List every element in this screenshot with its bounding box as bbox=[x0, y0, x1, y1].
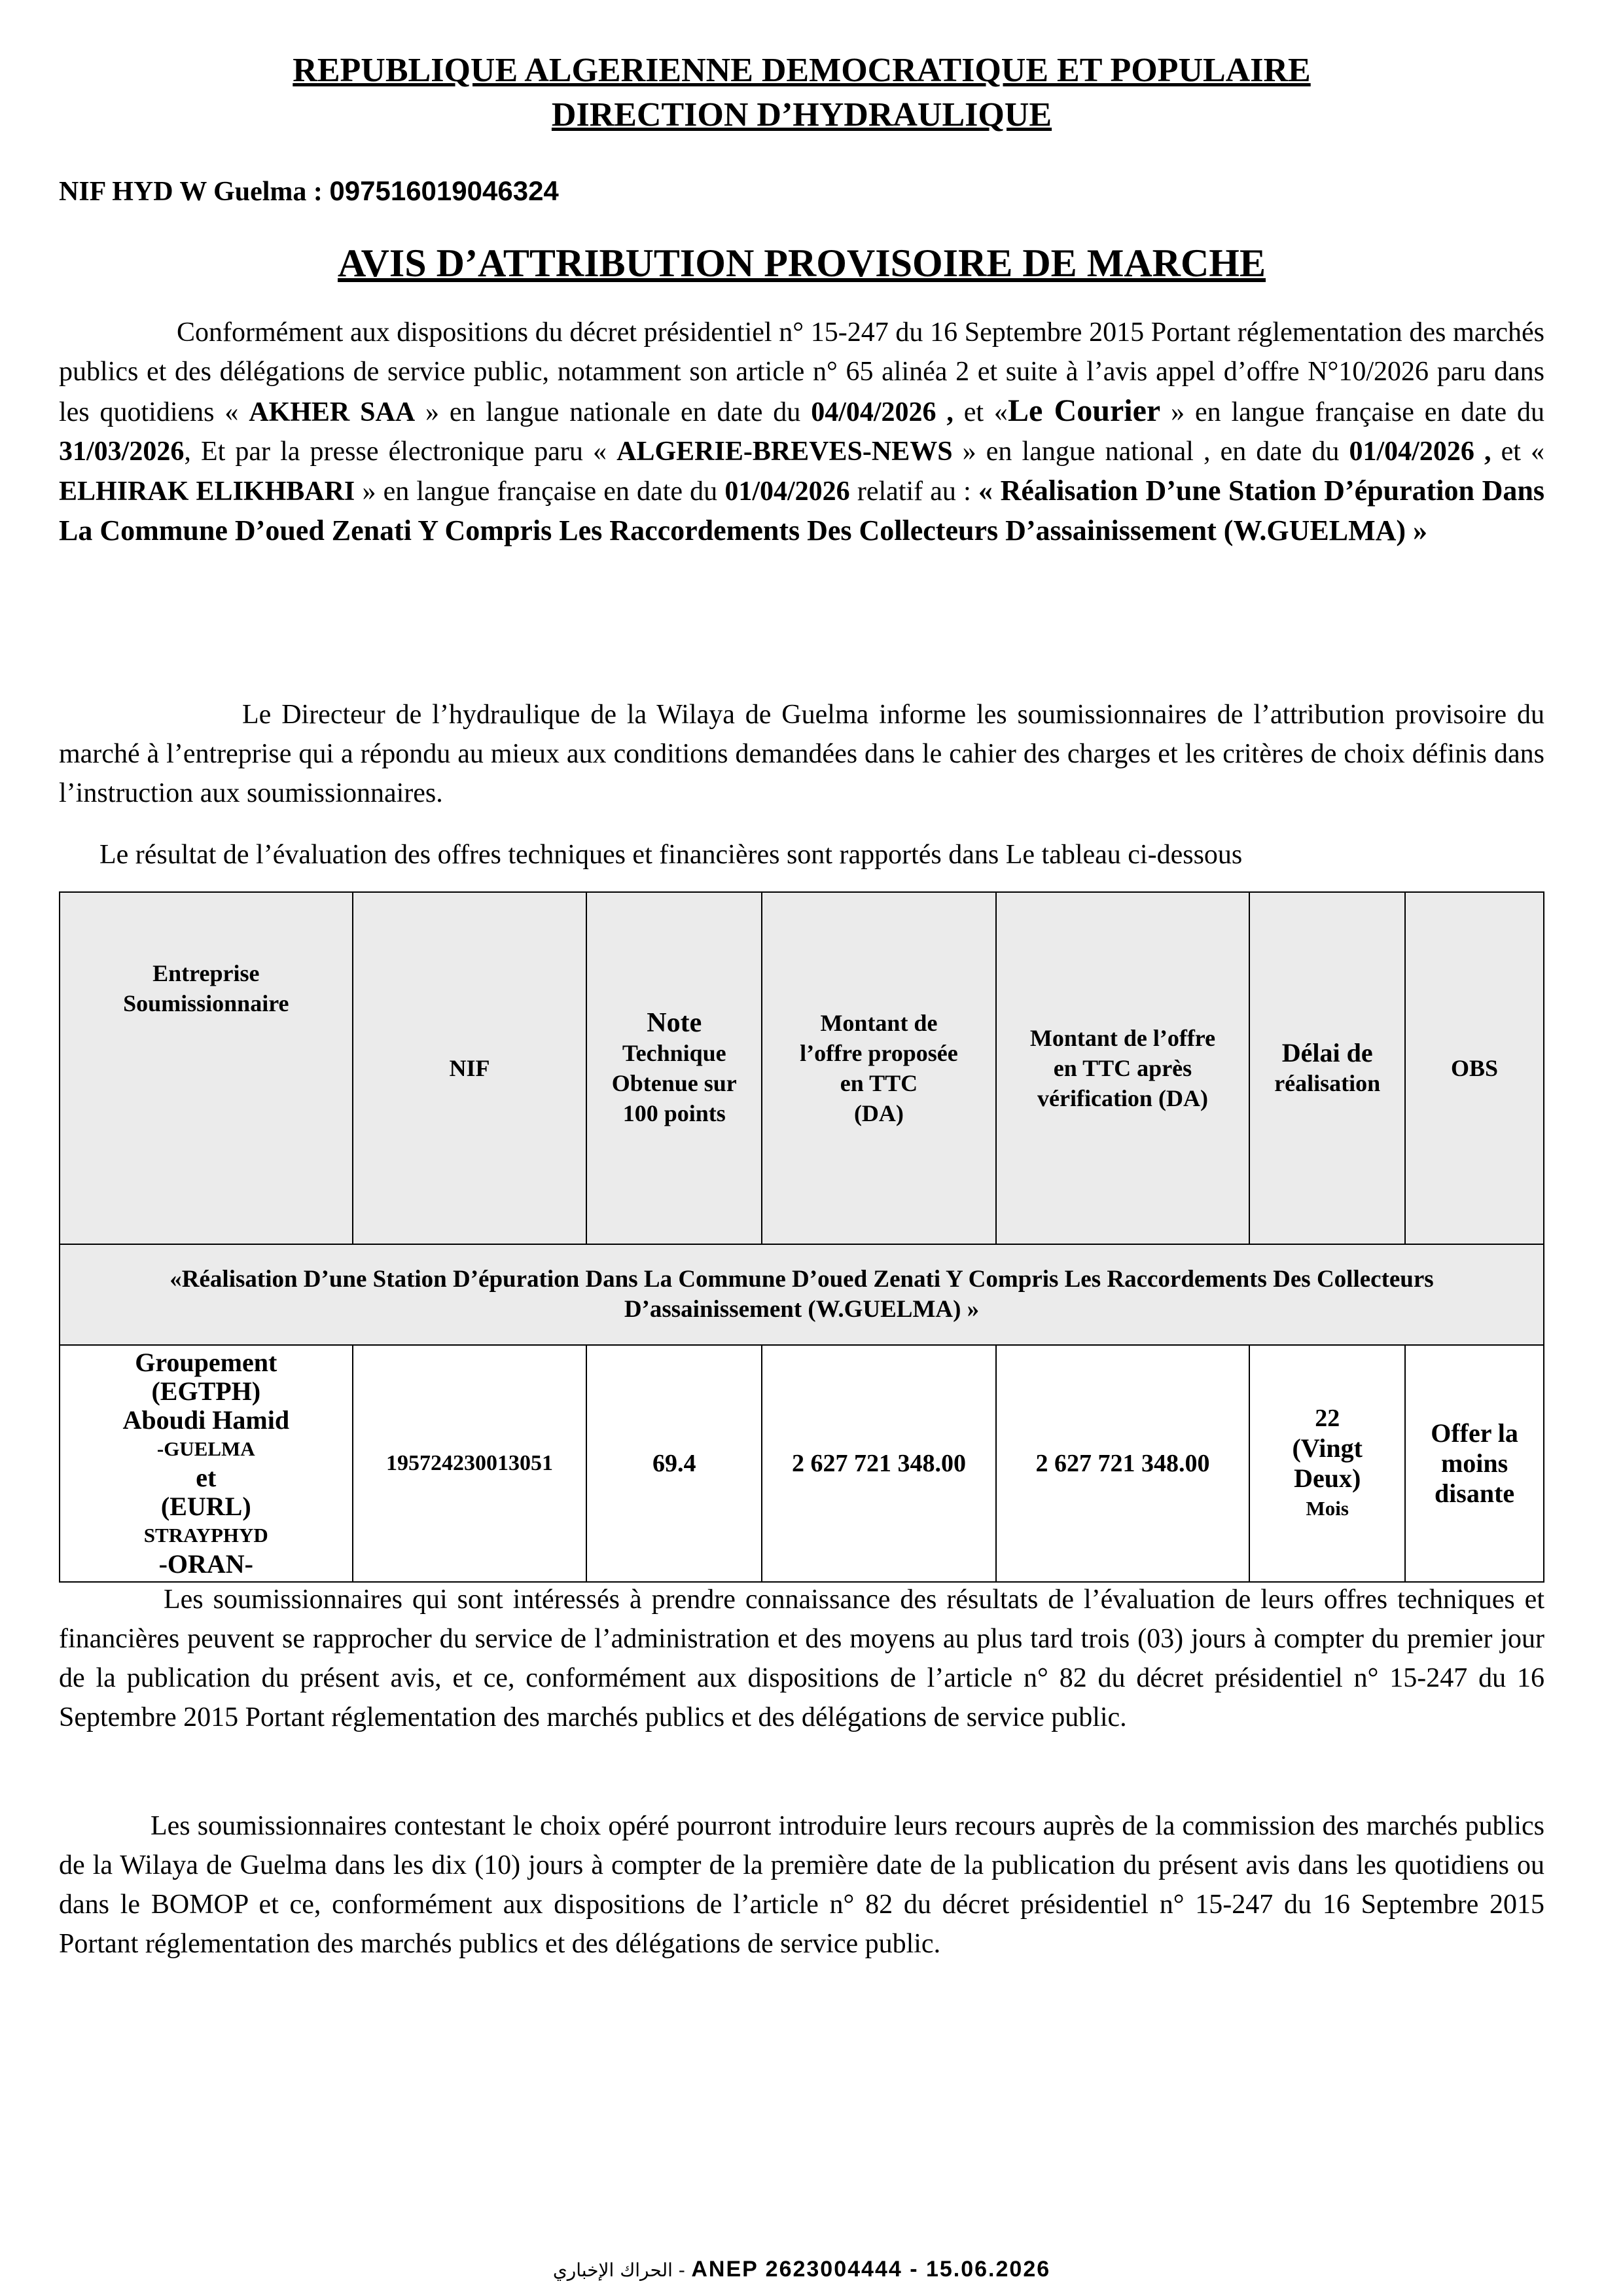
header-direction: DIRECTION D’HYDRAULIQUE bbox=[551, 96, 1052, 134]
col-header-note: Note Technique Obtenue sur 100 points bbox=[586, 892, 762, 1244]
newspaper-akher-saa: AKHER SAA bbox=[249, 397, 416, 427]
paragraph-results-intro: Le résultat de l’évaluation des offres techniques et financières sont rapportés dans Le tableau ci-dessous bbox=[99, 840, 1243, 870]
newspaper-le-courier: Le Courier bbox=[1007, 393, 1161, 428]
cell-nif: 195724230013051 bbox=[353, 1345, 587, 1582]
cell-montant: 2 627 721 348.00 bbox=[762, 1345, 996, 1582]
date-2: 31/03/2026 bbox=[59, 437, 185, 467]
newspaper-elhirak: ELHIRAK ELIKHBARI bbox=[59, 476, 355, 507]
date-4: 01/04/2026 bbox=[724, 476, 850, 507]
cell-note: 69.4 bbox=[586, 1345, 762, 1582]
footer-arabic: الحراك الإخباري - bbox=[552, 2259, 685, 2281]
document-page bbox=[59, 0, 1544, 2296]
nif-label: NIF HYD W Guelma : bbox=[59, 177, 323, 207]
header-republic: REPUBLIQUE ALGERIENNE DEMOCRATIQUE ET POPULAIRE bbox=[293, 52, 1311, 89]
project-name: « Réalisation D’une Station D’épuration Dans La Commune D’oued Zenati Y Compris Les Raccordements Des Collecteurs D’assainissement (W.GUELMA) » bbox=[59, 475, 1544, 547]
cell-company: Groupement (EGTPH) Aboudi Hamid -GUELMA et (EURL) STRAYPHYD -ORAN- bbox=[60, 1345, 353, 1582]
table-header-row bbox=[60, 892, 1544, 1244]
table-row bbox=[60, 1345, 1544, 1582]
project-row bbox=[60, 1244, 1544, 1345]
col-header-montant-apres: Montant de l’offre en TTC après vérification (DA) bbox=[996, 892, 1250, 1244]
cell-delai: 22 (Vingt Deux) Mois bbox=[1249, 1345, 1405, 1582]
paragraph-intro: Conformément aux dispositions du décret présidentiel n° 15-247 du 16 Septembre 2015 Portant réglementation des marchés publics et des délégations de service public, notamment son article n° 65 alinéa 2 et suite à l’avis appel d’offre N°10/2026 paru dans les quotidiens « AKHER SAA » en langue nationale en date du 04/04/2026 , et «Le Courier » en langue française en date du 31/03/2026, Et par la presse électronique paru « ALGERIE-BREVES-NEWS » en langue national , en date du 01/04/2026 , et « ELHIRAK ELIKHBARI » en langue française en date du 01/04/2026 relatif au : « Réalisation D’une Station D’épuration Dans La Commune D’oued Zenati Y Compris Les Raccordements Des Collecteurs D’assainissement (W.GUELMA) » bbox=[59, 317, 1545, 547]
cell-obs: Offer la moins disante bbox=[1405, 1345, 1544, 1582]
nif-line bbox=[59, 175, 559, 207]
nif-value: 097516019046324 bbox=[329, 175, 559, 206]
col-header-entreprise: Entreprise Soumissionnaire bbox=[60, 892, 353, 1244]
notice-title: AVIS D’ATTRIBUTION PROVISOIRE DE MARCHE bbox=[338, 242, 1266, 285]
col-header-nif: NIF bbox=[353, 892, 587, 1244]
footer-anep: ANEP 2623004444 - 15.06.2026 bbox=[691, 2257, 1051, 2282]
paragraph-recours: Les soumissionnaires contestant le choix opéré pourront introduire leurs recours auprès de la commission des marchés publics de la Wilaya de Guelma dans les dix (10) jours à compter de la première date de la publication du présent avis dans les quotidiens ou dans le BOMOP et ce, conformément aux dispositions de l’article n° 82 du décret présidentiel n° 15-247 du 16 Septembre 2015 Portant réglementation des marchés publics et des délégations de service public. bbox=[59, 1811, 1544, 1959]
results-table bbox=[59, 891, 1544, 1583]
col-header-obs: OBS bbox=[1405, 892, 1544, 1244]
date-3: 01/04/2026 , bbox=[1349, 437, 1491, 467]
paragraph-consultation: Les soumissionnaires qui sont intéressés à prendre connaissance des résultats de l’évaluation de leurs offres techniques et financières peuvent se rapprocher du service de l’administration et des moyens au plus tard trois (03) jours à compter du premier jour de la publication du présent avis, et ce, conformément aux dispositions de l’article n° 82 du décret présidentiel n° 15-247 du 16 Septembre 2015 Portant réglementation des marchés publics et des délégations de service public. bbox=[59, 1585, 1544, 1732]
col-header-montant-offre: Montant de l’offre proposée en TTC (DA) bbox=[762, 892, 996, 1244]
date-1: 04/04/2026 , bbox=[811, 397, 954, 427]
paragraph-director: Le Directeur de l’hydraulique de la Wilaya de Guelma informe les soumissionnaires de l’attribution provisoire du marché à l’entreprise qui a répondu au mieux aux conditions demandées dans le cahier des charges et les critères de choix définis dans l’instruction aux soumissionnaires. bbox=[59, 700, 1544, 808]
col-header-delai: Délai de réalisation bbox=[1249, 892, 1405, 1244]
project-row-label: «Réalisation D’une Station D’épuration Dans La Commune D’oued Zenati Y Compris Les Raccordements Des Collecteurs D’assainissement (W.GUELMA) » bbox=[60, 1244, 1544, 1345]
footer-reference bbox=[59, 2257, 1544, 2282]
newspaper-algerie-breves: ALGERIE-BREVES-NEWS bbox=[616, 437, 953, 467]
cell-montant-apres: 2 627 721 348.00 bbox=[996, 1345, 1250, 1582]
